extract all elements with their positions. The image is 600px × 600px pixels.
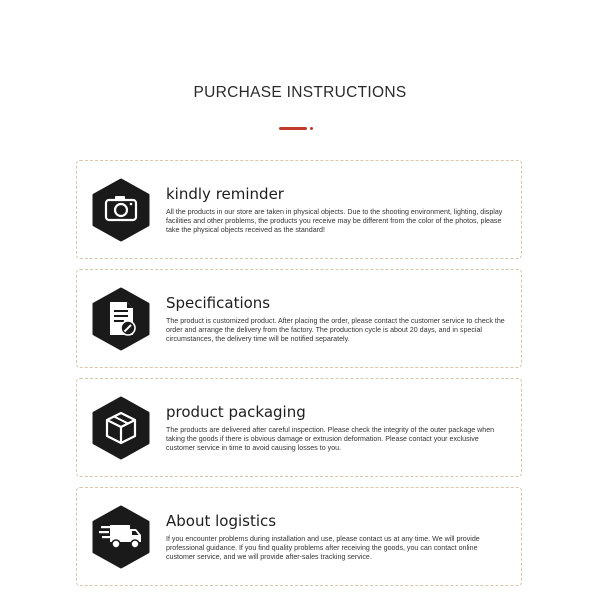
card-about-logistics <box>76 487 522 586</box>
card-body: If you encounter problems during installation and use, please contact us at any time. We will provide professional guidance. If you find quality problems after receiving the goods, you can contact online customer service, and we will provide after-sales tracking service. <box>166 535 480 561</box>
title-divider-bar <box>279 127 307 130</box>
card-kindly-reminder <box>76 160 522 259</box>
card-body: The products are delivered after careful inspection. Please check the integrity of the outer package when taking the goods if there is obvious damage or extrusion deformation. Please contact your exclusive customer service in time to avoid causing losses to you. <box>166 426 495 452</box>
document-edit-icon <box>91 287 151 351</box>
card-body: The product is customized product. After placing the order, please contact the customer service to check the order and arrange the delivery from the factory. The production cycle is about 20 days, and in special circumstances, the delivery time will be notified separately. <box>166 317 505 343</box>
camera-icon <box>91 178 151 242</box>
card-title: Specifications <box>166 294 271 312</box>
card-body: All the products in our store are taken in physical objects. Due to the shooting environment, lighting, display facilities and other problems, the products you receive may be different from the color of the photos, please take the physical objects received as the standard! <box>166 208 503 234</box>
card-title: About logistics <box>166 512 277 530</box>
page-title: PURCHASE INSTRUCTIONS <box>193 84 407 101</box>
card-product-packaging <box>76 378 522 477</box>
delivery-truck-icon <box>91 505 151 569</box>
title-divider-dot <box>310 127 313 130</box>
card-title: kindly reminder <box>166 185 284 203</box>
card-specifications <box>76 269 522 368</box>
card-title: product packaging <box>166 403 306 421</box>
package-box-icon <box>91 396 151 460</box>
